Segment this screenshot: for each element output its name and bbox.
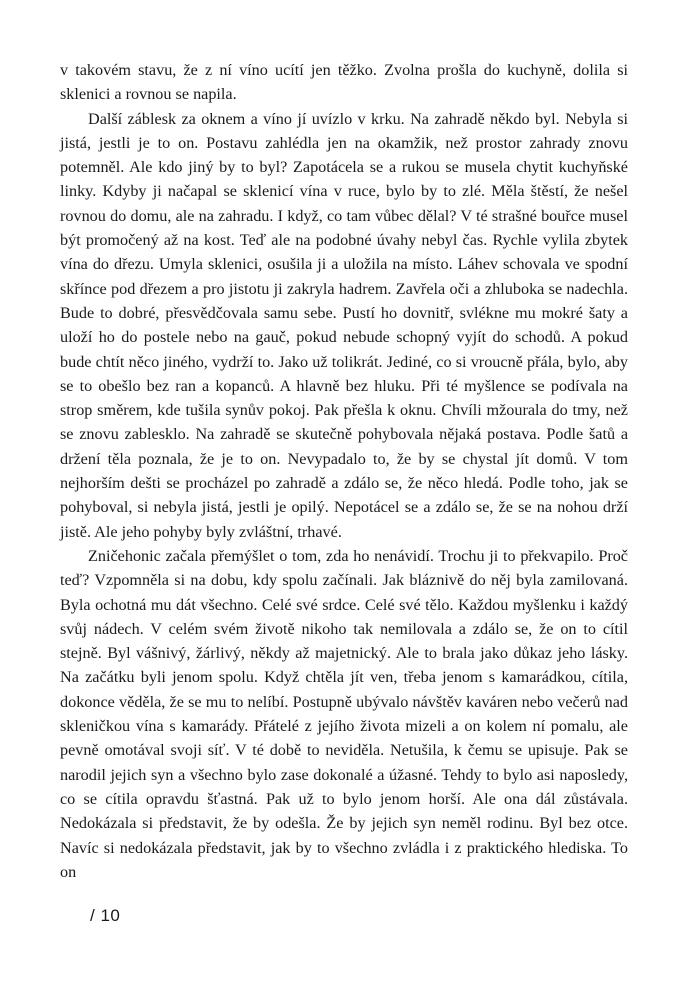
page-text: [60, 58, 628, 884]
paragraph-3: Zničehonic začala přemýšlet o tom, zda ho nenávidí. Trochu ji to překvapilo. Proč teď? Vzpomněla si na dobu, kdy spolu začínali. Jak bláznivě do něj byla zamilovaná. Byla ochotná mu dát všechno. Celé své srdce. Celé své tělo. Každou myšlenku i každý svůj nádech. V celém svém životě nikoho tak nemilovala a zdálo se, že on to cítil stejně. Byl vášnivý, žárlivý, někdy až majetnický. Ale to brala jako důkaz jeho lásky. Na začátku byli jenom spolu. Když chtěla jít ven, třeba jenom s kamarádkou, cítila, dokonce věděla, že se mu to nelíbí. Postupně ubývalo návštěv kaváren nebo večerů nad skleničkou vína s kamarády. Přátelé z jejího života mizeli a on kolem ní pomalu, ale pevně omotával svoji síť. V té době to neviděla. Netušila, k čemu se upisuje. Pak se narodil jejich syn a všechno bylo zase dokonalé a úžasné. Tehdy to bylo asi naposledy, co se cítila opravdu šťastná. Pak už to bylo jenom horší. Ale ona dál zůstávala. Nedokázala si představit, že by odešla. Že by jejich syn neměl rodinu. Byl bez otce. Navíc si nedokázala představit, jak by to všechno zvládla i z praktického hlediska. To on: [60, 546, 628, 881]
page-number: / 10: [90, 906, 121, 925]
paragraph-1: v takovém stavu, že z ní víno ucítí jen těžko. Zvolna prošla do kuchyně, dolila si sklenici a rovnou se napila.: [60, 61, 628, 104]
paragraph-2: Další záblesk za oknem a víno jí uvízlo v krku. Na zahradě někdo byl. Nebyla si jistá, jestli je to on. Postavu zahlédla jen na okamžik, než prostor zahrady znovu potemněl. Ale kdo jiný by to byl? Zapotácela se a rukou se musela chytit kuchyňské linky. Kdyby ji načapal se sklenicí vína v ruce, bylo by to zlé. Měla štěstí, že nešel rovnou do domu, ale na zahradu. I když, co tam vůbec dělal? V té strašné bouřce musel být promočený až na kost. Teď ale na podobné úvahy nebyl čas. Rychle vylila zbytek vína do dřezu. Umyla sklenici, osušila ji a uložila na místo. Láhev schovala ve spodní skřínce pod dřezem a pro jistotu ji zakryla hadrem. Zavřela oči a zhluboka se nadechla. Bude to dobré, přesvědčovala samu sebe. Pustí ho dovnitř, svlékne mu mokré šaty a uloží ho do postele nebo na gauč, pokud nebude schopný vyjít do schodů. A pokud bude chtít něco jiného, vydrží to. Jako už tolikrát. Jediné, co si vroucně přála, bylo, aby se to obešlo bez ran a kopanců. A hlavně bez hluku. Při té myšlence se podívala na strop směrem, kde tušila synův pokoj. Pak přešla k oknu. Chvíli mžourala do tmy, než se znovu zablesklo. Na zahradě se skutečně pohybovala nějaká postava. Podle šatů a držení těla poznala, že je to on. Nevypadalo to, že by se chystal jít domů. V tom nejhorším dešti se procházel po zahradě a zdálo se, že něco hledá. Podle toho, jak se pohyboval, si nebyla jistá, jestli je opilý. Nepotácel se a zdálo se, že se na nohou drží jistě. Ale jeho pohyby byly zvláštní, trhavé.: [60, 109, 628, 541]
